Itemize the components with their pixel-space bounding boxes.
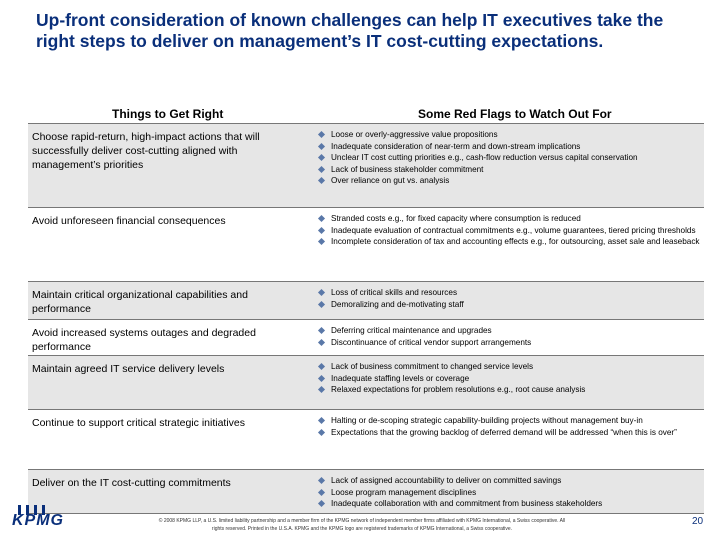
page-title: Up-front consideration of known challenges can help IT executives take the right steps to deliver on management’s IT cost-cutting expectations. — [36, 10, 664, 51]
bullet-icon — [318, 429, 325, 436]
red-flag-item: Lack of assigned accountability to deliver on committed savings — [319, 475, 704, 487]
bullet-icon — [318, 166, 325, 173]
bullet-icon — [318, 489, 325, 496]
red-flag-item: Inadequate consideration of near-term and down-stream implications — [319, 141, 704, 153]
column-header-things-to-get-right: Things to Get Right — [112, 107, 224, 121]
red-flag-item: Lack of business stakeholder commitment — [319, 164, 704, 176]
red-flag-item: Demoralizing and de-motivating staff — [319, 299, 704, 311]
column-header-red-flags: Some Red Flags to Watch Out For — [418, 107, 612, 121]
table-row — [28, 319, 704, 356]
red-flag-item: Inadequate evaluation of contractual commitments e.g., volume guarantees, tiered pricing thresholds — [319, 225, 704, 237]
table-row — [28, 207, 704, 282]
bullet-icon — [318, 238, 325, 245]
thing-to-get-right: Deliver on the IT cost-cutting commitments — [32, 477, 231, 489]
bullet-icon — [318, 417, 325, 424]
bullet-icon — [318, 289, 325, 296]
red-flags-list — [319, 129, 704, 187]
thing-to-get-right: Avoid unforeseen financial consequences — [32, 215, 226, 227]
bullet-icon — [318, 375, 325, 382]
thing-to-get-right: Continue to support critical strategic initiatives — [32, 417, 246, 429]
kpmg-logo: KPMG — [12, 512, 64, 529]
thing-to-get-right: Maintain agreed IT service delivery levels — [32, 363, 225, 375]
table-row — [28, 281, 704, 320]
bullet-icon — [318, 327, 325, 334]
red-flag-item: Halting or de-scoping strategic capability-building projects without management buy-in — [319, 415, 704, 427]
table-row — [28, 409, 704, 470]
kpmg-logo-bars-icon — [18, 502, 62, 512]
red-flags-list — [319, 287, 704, 310]
thing-to-get-right: Choose rapid-return, high-impact actions that will successfully deliver cost-cutting aligned with management’s priorities — [32, 131, 260, 171]
table-row — [28, 355, 704, 410]
bullet-icon — [318, 131, 325, 138]
red-flag-item: Deferring critical maintenance and upgrades — [319, 325, 704, 337]
table-row — [28, 123, 704, 208]
red-flag-item: Incomplete consideration of tax and accounting effects e.g., for outsourcing, asset sale and leaseback — [319, 236, 704, 248]
bullet-icon — [318, 363, 325, 370]
thing-to-get-right: Avoid increased systems outages and degraded performance — [32, 327, 256, 353]
bullet-icon — [318, 386, 325, 393]
red-flags-list — [319, 213, 704, 248]
red-flags-list — [319, 361, 704, 396]
red-flags-list — [319, 415, 704, 438]
red-flags-list — [319, 475, 704, 510]
red-flag-item: Unclear IT cost cutting priorities e.g., cash-flow reduction versus capital conservation — [319, 152, 704, 164]
red-flag-item: Expectations that the growing backlog of deferred demand will be addressed “when this is over” — [319, 427, 704, 439]
thing-to-get-right: Maintain critical organizational capabilities and performance — [32, 289, 248, 315]
red-flag-item: Stranded costs e.g., for fixed capacity where consumption is reduced — [319, 213, 704, 225]
table-bottom-divider — [28, 513, 704, 514]
red-flag-item: Inadequate collaboration with and commitment from business stakeholders — [319, 498, 704, 510]
bullet-icon — [318, 215, 325, 222]
legal-line-2: rights reserved. Printed in the U.S.A. KPMG and the KPMG logo are registered trademarks of KPMG International, a Swiss cooperative. — [211, 526, 513, 532]
legal-footer — [114, 517, 610, 533]
red-flag-item: Relaxed expectations for problem resolutions e.g., root cause analysis — [319, 384, 704, 396]
table-row — [28, 469, 704, 514]
bullet-icon — [318, 143, 325, 150]
bullet-icon — [318, 339, 325, 346]
red-flags-list — [319, 325, 704, 348]
legal-line-1: © 2008 KPMG LLP, a U.S. limited liability partnership and a member firm of the KPMG network of independent member firms affiliated with KPMG International, a Swiss cooperative. All — [158, 518, 566, 524]
red-flag-item: Lack of business commitment to changed service levels — [319, 361, 704, 373]
red-flag-item: Inadequate staffing levels or coverage — [319, 373, 704, 385]
bullet-icon — [318, 500, 325, 507]
red-flag-item: Loose program management disciplines — [319, 487, 704, 499]
page-number: 20 — [692, 516, 704, 527]
red-flag-item: Loose or overly-aggressive value propositions — [319, 129, 704, 141]
bullet-icon — [318, 154, 325, 161]
bullet-icon — [318, 177, 325, 184]
bullet-icon — [318, 301, 325, 308]
bullet-icon — [318, 227, 325, 234]
bullet-icon — [318, 477, 325, 484]
red-flag-item: Loss of critical skills and resources — [319, 287, 704, 299]
red-flag-item: Over reliance on gut vs. analysis — [319, 175, 704, 187]
red-flag-item: Discontinuance of critical vendor support arrangements — [319, 337, 704, 349]
